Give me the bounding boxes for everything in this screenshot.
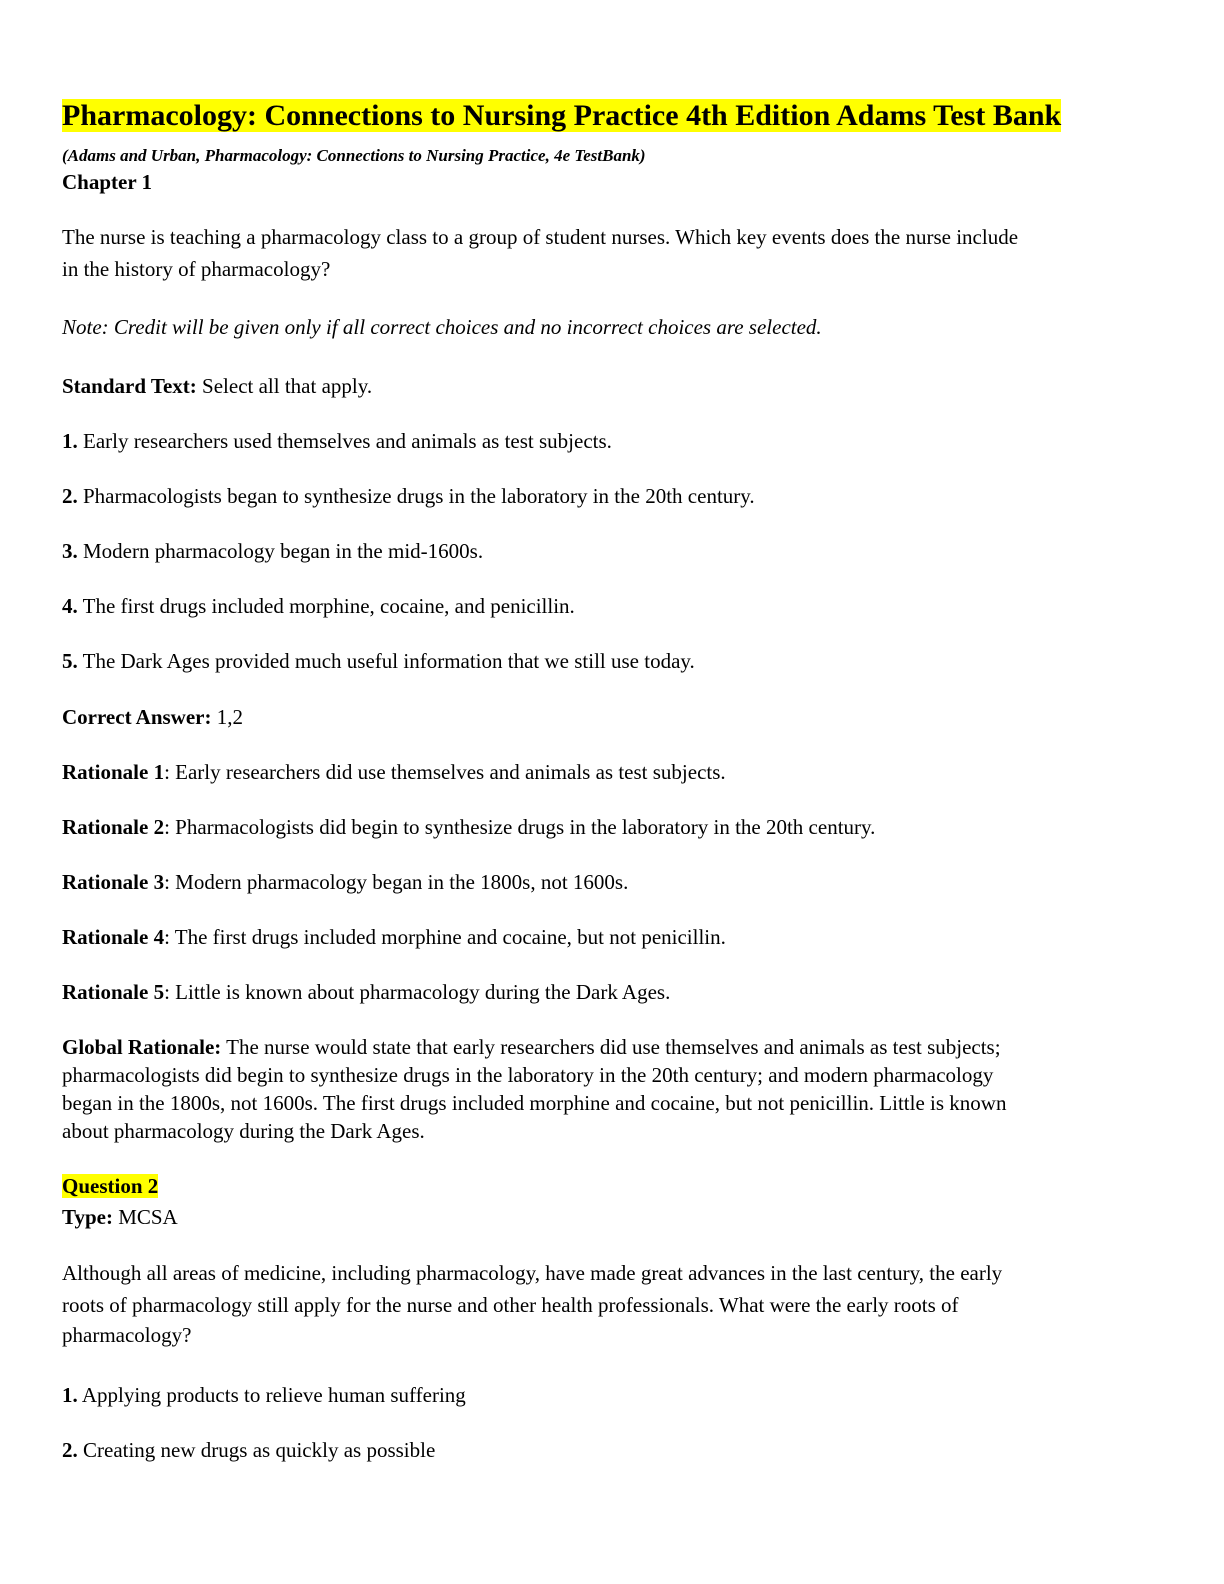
q1-rationale-3: Rationale 3: Modern pharmacology began in the 1800s, not 1600s. bbox=[62, 870, 629, 894]
q1-global-rationale-line-4: about pharmacology during the Dark Ages. bbox=[62, 1119, 425, 1143]
q1-option-4: 4. The first drugs included morphine, cocaine, and penicillin. bbox=[62, 594, 575, 618]
q1-rationale-1: Rationale 1: Early researchers did use themselves and animals as test subjects. bbox=[62, 760, 726, 784]
q2-type: Type: MCSA bbox=[62, 1205, 178, 1229]
standard-text-label: Standard Text: bbox=[62, 374, 197, 398]
q1-stem-line-1: The nurse is teaching a pharmacology class to a group of student nurses. Which key events does the nurse include bbox=[62, 225, 1019, 249]
q1-rationale-5: Rationale 5: Little is known about pharmacology during the Dark Ages. bbox=[62, 980, 671, 1004]
q1-option-3: 3. Modern pharmacology began in the mid-1600s. bbox=[62, 539, 484, 563]
chapter-heading: Chapter 1 bbox=[62, 170, 153, 194]
q2-option-2: 2. Creating new drugs as quickly as possible bbox=[62, 1438, 436, 1462]
q1-rationale-2: Rationale 2: Pharmacologists did begin to synthesize drugs in the laboratory in the 20th century. bbox=[62, 815, 876, 839]
q2-option-1: 1. Applying products to relieve human suffering bbox=[62, 1383, 466, 1407]
q1-note: Note: Credit will be given only if all correct choices and no incorrect choices are selected. bbox=[62, 315, 822, 339]
q1-option-5: 5. The Dark Ages provided much useful information that we still use today. bbox=[62, 649, 695, 673]
q1-correct-answer: Correct Answer: 1,2 bbox=[62, 705, 243, 729]
q1-global-rationale-line-1: Global Rationale: The nurse would state that early researchers did use themselves and animals as test subjects; bbox=[62, 1035, 1001, 1059]
q1-global-rationale-line-2: pharmacologists did begin to synthesize drugs in the laboratory in the 20th century; and modern pharmacology bbox=[62, 1063, 994, 1087]
q2-stem-line-3: pharmacology? bbox=[62, 1323, 192, 1347]
q2-stem-line-2: roots of pharmacology still apply for the nurse and other health professionals. What were the early roots of bbox=[62, 1293, 959, 1317]
q2-stem-line-1: Although all areas of medicine, including pharmacology, have made great advances in the last century, the early bbox=[62, 1261, 1003, 1285]
standard-text-value: Select all that apply. bbox=[196, 374, 373, 398]
q1-option-1: 1. Early researchers used themselves and animals as test subjects. bbox=[62, 429, 612, 453]
q1-stem-line-2: in the history of pharmacology? bbox=[62, 257, 331, 281]
q1-option-2: 2. Pharmacologists began to synthesize drugs in the laboratory in the 20th century. bbox=[62, 484, 755, 508]
q1-rationale-4: Rationale 4: The first drugs included morphine and cocaine, but not penicillin. bbox=[62, 925, 726, 949]
question-2-heading: Question 2 bbox=[62, 1174, 159, 1198]
document-title: Pharmacology: Connections to Nursing Practice 4th Edition Adams Test Bank bbox=[62, 99, 1062, 132]
q1-standard-text bbox=[62, 372, 1162, 400]
document-subtitle: (Adams and Urban, Pharmacology: Connections to Nursing Practice, 4e TestBank) bbox=[62, 146, 646, 165]
q1-global-rationale-line-3: began in the 1800s, not 1600s. The first drugs included morphine and cocaine, but not penicillin. Little is known bbox=[62, 1091, 1007, 1115]
